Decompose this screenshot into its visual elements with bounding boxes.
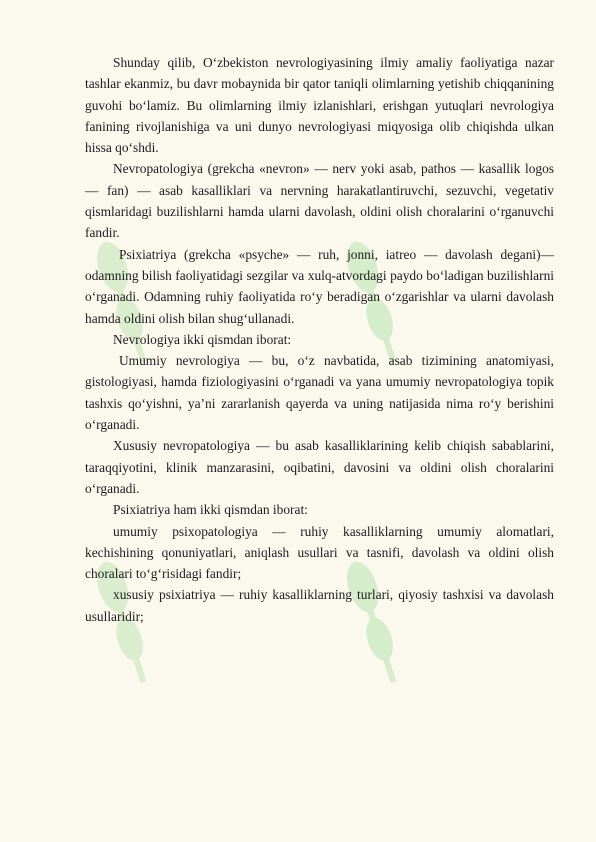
paragraph: Shunday qilib, O‘zbekiston nevrologiyasining ilmiy amaliy faoliyatiga nazar tashlar ekanmiz, bu davr mobaynida bir qator taniqli olimlarning yetishib chiqqanining guvohi bo‘lamiz. Bu olimlarning ilmiy izlanishlari, erishgan yutuqlari nevrologiya fanining rivojlanishiga va uni dunyo nevrologiyasi miqyosiga olib chiqishda ulkan hissa qo‘shdi. (85, 55, 554, 156)
paragraph: Xususiy nevropatologiya — bu asab kasalliklarining kelib chiqish sabablarini, taraqqiyotini, klinik manzarasini, oqibatini, davosini va oldini olish choralarini o‘rganadi. (85, 438, 554, 496)
paragraph: xususiy psixiatriya — ruhiy kasalliklarning turlari, qiyosiy tashxisi va davolash usullaridir; (85, 587, 554, 624)
paragraph: Psixiatriya ham ikki qismdan iborat: (113, 502, 308, 518)
document-body (85, 52, 554, 627)
paragraph: Nevrologiya ikki qismdan iborat: (113, 331, 292, 347)
paragraph: Psixiatriya (grekcha «psyche» — ruh, jonni, iatreo — davolash degani)— odamning bilish faoliyatidagi sezgilar va xulq-atvordagi paydo bo‘ladigan buzilishlarni o‘rganadi. Odamning ruhiy faoliyatida ro‘y beradigan o‘zgarishlar va ularni davolash hamda oldini olish bilan shug‘ullanadi. (85, 246, 554, 326)
paragraph: Umumiy nevrologiya — bu, o‘z navbatida, asab tizimining anatomiyasi, gistologiyasi, hamda fiziologiyasini o‘rganadi va yana umumiy nevropatologiya topik tashxis qo‘yishni, ya’ni zararlanish qayerda va uning natijasida nima ro‘y berishini o‘rganadi. (85, 353, 554, 433)
paragraph: Nevropatologiya (grekcha «nevron» — nerv yoki asab, pathos — kasallik logos — fan) — asab kasalliklari va nervning harakatlantiruvchi, sezuvchi, vegetativ qismlaridagi buzilishlarni hamda ularni davolash, oldini olish choralarini o‘rganuvchi fandir. (85, 161, 554, 241)
paragraph: umumiy psixopatologiya — ruhiy kasalliklarning umumiy alomatlari, kechishining qonuniyatlari, aniqlash usullari va tasnifi, davolash va oldini olish choralari to‘g‘risidagi fandir; (85, 523, 554, 582)
